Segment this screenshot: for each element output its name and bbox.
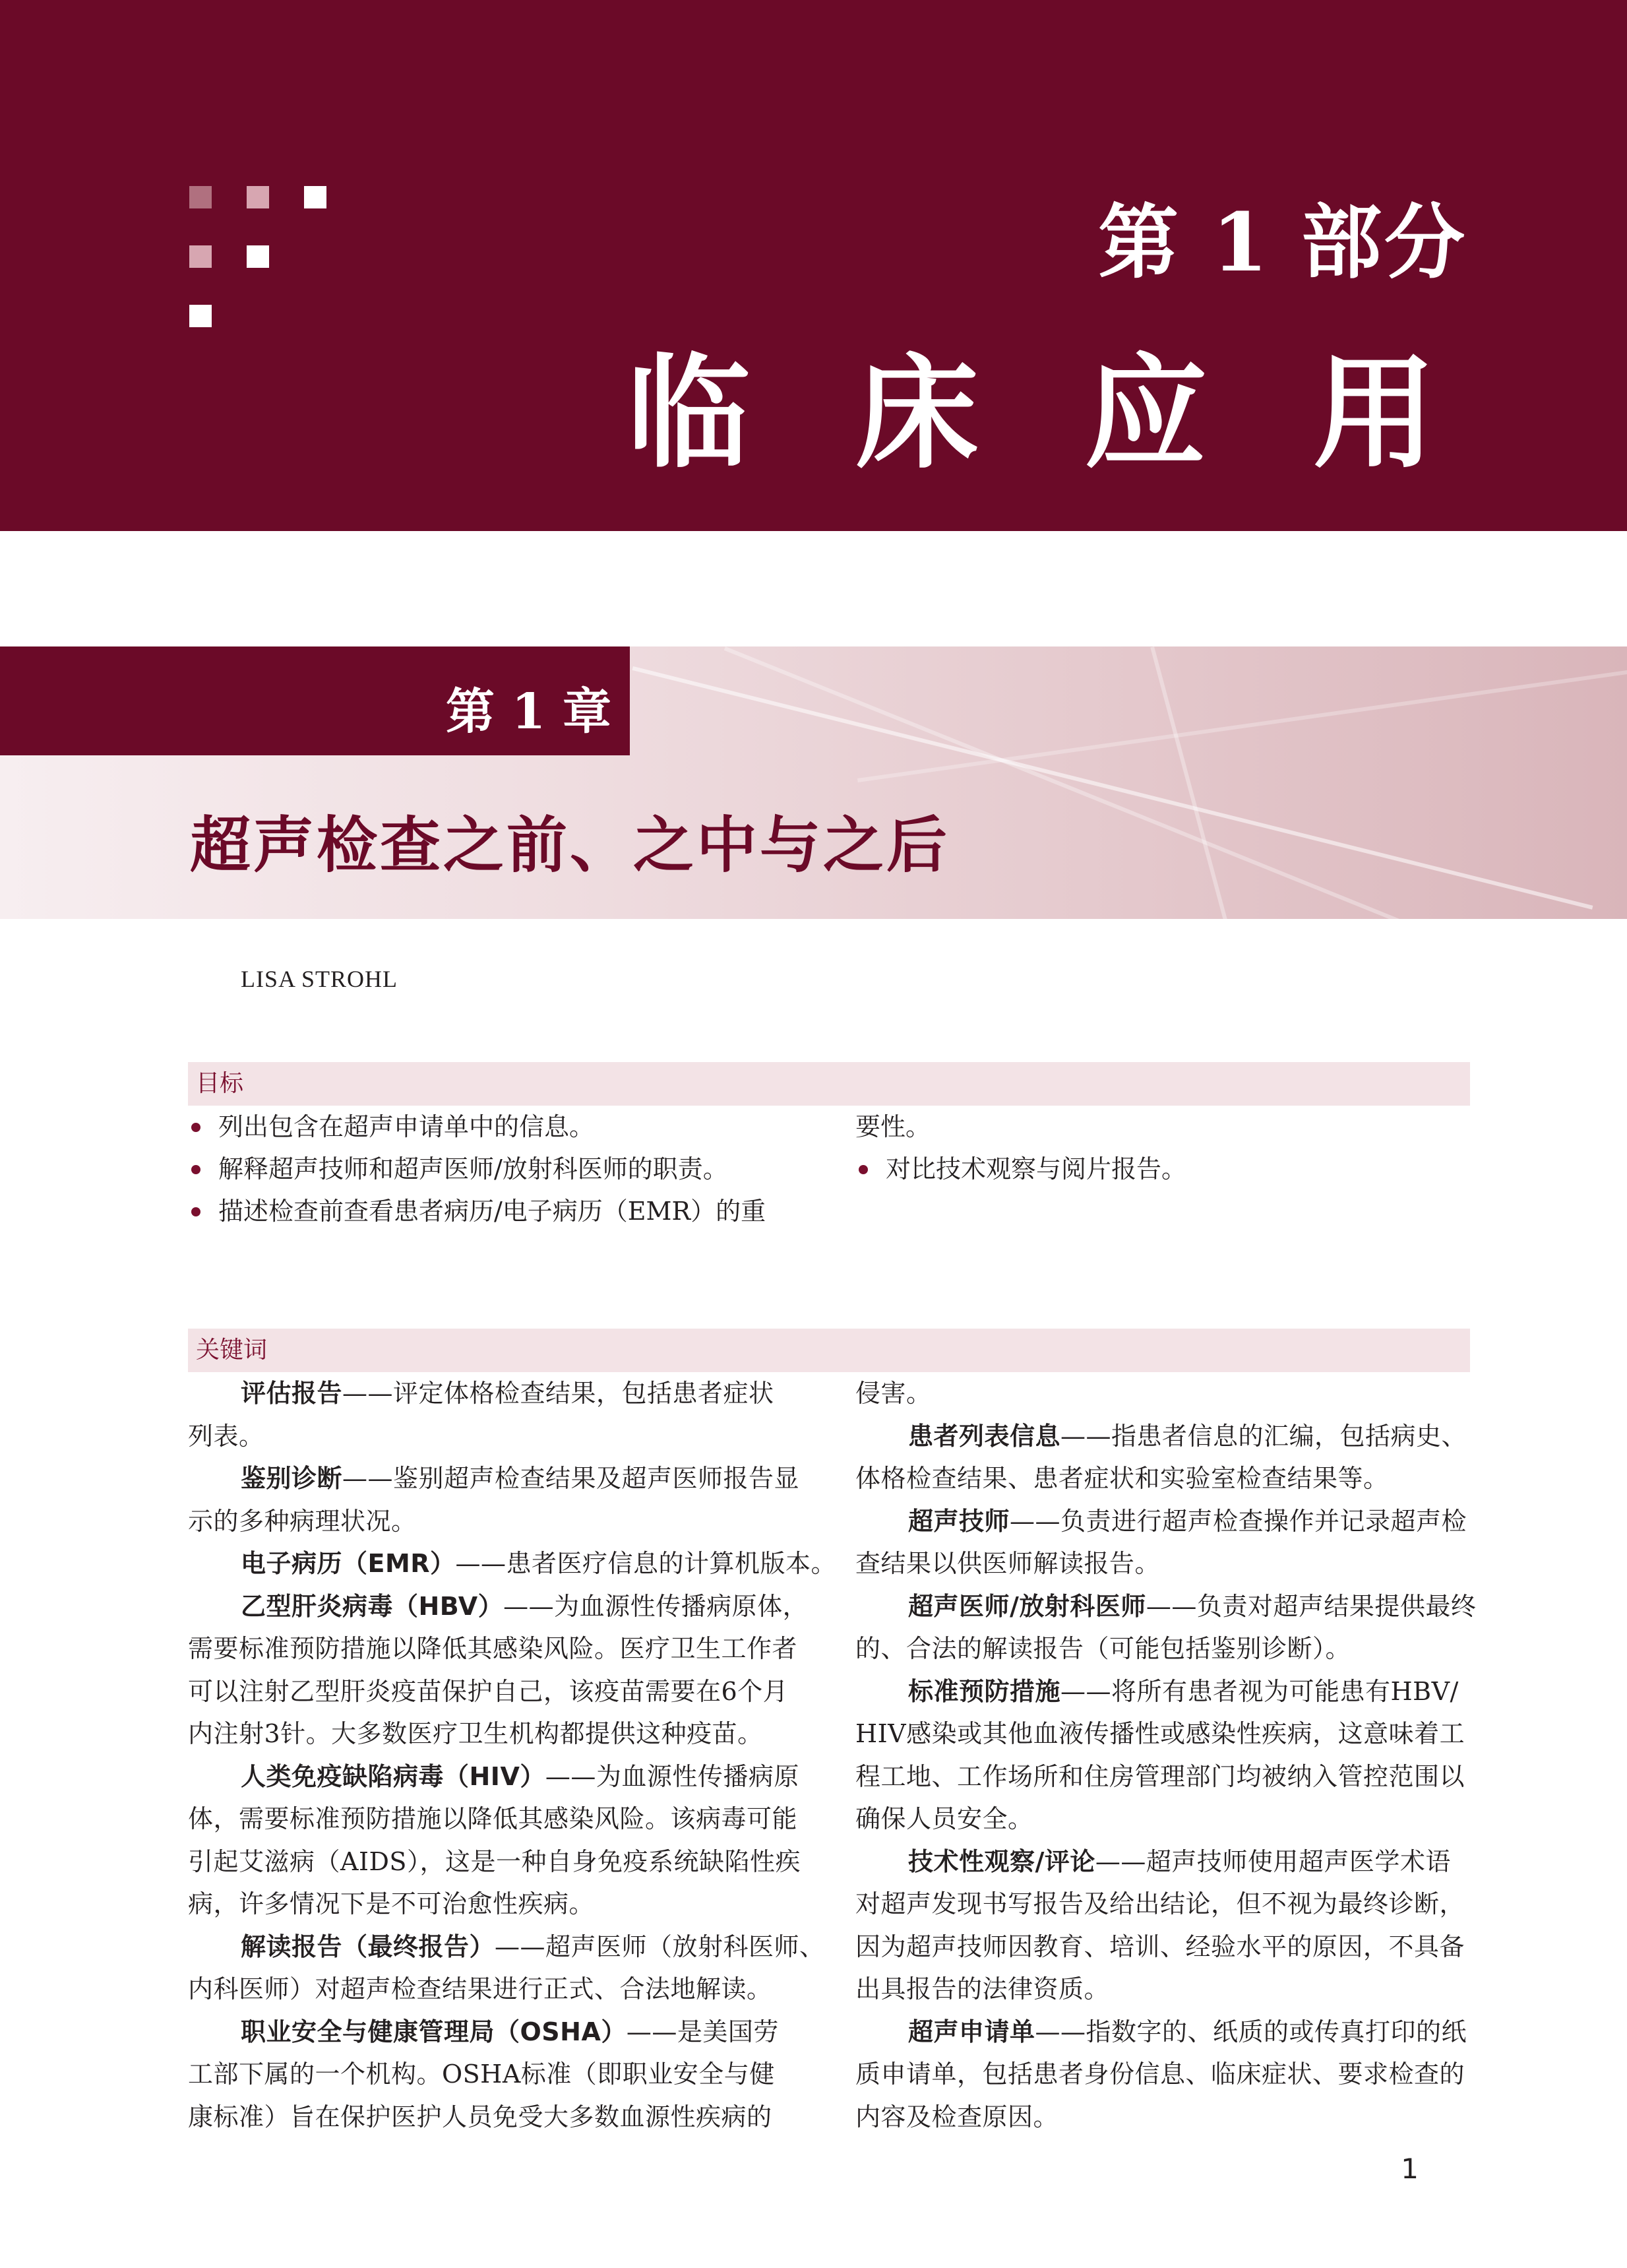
- key-term-definition: 工部下属的一个机构。OSHA标准（即职业安全与健: [188, 2060, 775, 2089]
- key-term-line: [855, 1755, 1489, 1798]
- key-term-line: [188, 2011, 821, 2054]
- key-term: 超声申请单: [908, 2017, 1035, 2046]
- key-term-line: [188, 1670, 821, 1713]
- key-term-line: [855, 1415, 1489, 1458]
- key-terms-column-left: [188, 1372, 837, 2138]
- key-term-definition: 出具报告的法律资质。: [855, 1974, 1110, 2003]
- key-term-definition: 质申请单，包括患者身份信息、临床症状、要求检查的: [855, 2060, 1465, 2089]
- key-term-line: [855, 1926, 1489, 1969]
- key-term-line: [855, 1798, 1489, 1841]
- chapter-label: 第 1 章: [445, 683, 611, 740]
- objective-item: 解释超声技师和超声医师/放射科医师的职责。: [188, 1148, 808, 1190]
- chapter-title: 超声检查之前、之中与之后: [190, 810, 950, 881]
- key-term: 患者列表信息: [908, 1421, 1061, 1451]
- objectives-column-right: [855, 1106, 1475, 1190]
- bullet-icon: [859, 1165, 868, 1174]
- key-term: 乙型肝炎病毒（HBV）: [241, 1591, 504, 1621]
- key-term-definition: 查结果以供医师解读报告。: [855, 1549, 1161, 1578]
- part-header-band: [0, 0, 1627, 531]
- key-term-definition: ——指患者信息的汇编，包括病史、: [1060, 1421, 1467, 1451]
- key-term-line: [188, 2096, 821, 2139]
- key-term-line: [188, 1585, 821, 1628]
- key-term-line: [188, 1841, 821, 1883]
- key-term-definition: 的、合法的解读报告（可能包括鉴别诊断）。: [855, 1634, 1351, 1663]
- objective-item: 对比技术观察与阅片报告。: [855, 1148, 1475, 1190]
- decorative-light-ray: [1150, 646, 1239, 919]
- key-term-line: [188, 1415, 821, 1458]
- part-number: 第 1 部分: [1098, 195, 1467, 290]
- bullet-icon: [191, 1165, 200, 1174]
- key-term-definition: 因为超声技师因教育、培训、经验水平的原因，不具备: [855, 1932, 1465, 1961]
- key-term-line: [855, 2053, 1489, 2096]
- bullet-icon: [191, 1207, 200, 1216]
- key-term-definition: 病，许多情况下是不可治愈性疾病。: [188, 1889, 595, 1918]
- key-term-definition: ——为血源性传播病原体，: [503, 1591, 809, 1621]
- key-term-definition: 内科医师）对超声检查结果进行正式、合法地解读。: [188, 1974, 772, 2003]
- key-term-definition: 确保人员安全。: [855, 1804, 1033, 1833]
- key-terms-column-right: [855, 1372, 1489, 2138]
- key-term-line: [855, 1883, 1489, 1926]
- chapter-header-band: [0, 646, 1627, 919]
- key-term-line: [855, 1500, 1489, 1543]
- part-title: 临 床 应 用: [627, 342, 1467, 485]
- key-term-definition: 侵害。: [855, 1379, 932, 1408]
- key-term-line: [855, 1670, 1489, 1713]
- key-term-definition: ——超声医师（放射科医师、: [495, 1932, 825, 1961]
- key-term-definition: ——是美国劳: [626, 2017, 779, 2046]
- key-term-definition: 康标准）旨在保护医护人员免受大多数血源性疾病的: [188, 2102, 772, 2131]
- key-term-definition: ——指数字的、纸质的或传真打印的纸: [1035, 2017, 1467, 2046]
- key-term-line: [188, 1500, 821, 1543]
- bullet-icon: [191, 1123, 200, 1132]
- key-term-definition: ——患者医疗信息的计算机版本。: [455, 1549, 837, 1578]
- key-term-line: [188, 1968, 821, 2011]
- key-term-line: [855, 1968, 1489, 2011]
- chapter-label-box: [0, 646, 630, 755]
- key-term: 职业安全与健康管理局（OSHA）: [241, 2017, 627, 2046]
- key-term-line: [188, 2053, 821, 2096]
- decorative-square: [247, 186, 269, 208]
- key-term-definition: 可以注射乙型肝炎疫苗保护自己，该疫苗需要在6个月: [188, 1676, 789, 1706]
- key-term-line: [188, 1372, 821, 1415]
- key-term-line: [855, 2011, 1489, 2054]
- key-term-definition: ——将所有患者视为可能患有HBV/: [1060, 1676, 1459, 1706]
- key-term-definition: 需要标准预防措施以降低其感染风险。医疗卫生工作者: [188, 1634, 798, 1663]
- key-term-line: [188, 1542, 837, 1585]
- page-number: 1: [1401, 2153, 1419, 2185]
- key-term-definition: 内容及检查原因。: [855, 2102, 1059, 2131]
- decorative-square: [189, 186, 212, 208]
- chapter-author: LISA STROHL: [241, 966, 398, 992]
- key-term-definition: 程工地、工作场所和住房管理部门均被纳入管控范围以: [855, 1761, 1465, 1791]
- key-term-line: [855, 1627, 1489, 1670]
- key-term-line: [188, 1457, 821, 1500]
- objectives-column-left: [188, 1106, 808, 1232]
- key-term: 超声医师/放射科医师: [908, 1591, 1146, 1621]
- key-term-definition: 引起艾滋病（AIDS），这是一种自身免疫系统缺陷性疾: [188, 1846, 801, 1876]
- decorative-square: [247, 245, 269, 268]
- decorative-square: [304, 186, 326, 208]
- key-term-definition: ——鉴别超声检查结果及超声医师报告显: [342, 1464, 800, 1493]
- objective-item: 列出包含在超声申请单中的信息。: [188, 1106, 808, 1148]
- key-term-definition: 体，需要标准预防措施以降低其感染风险。该病毒可能: [188, 1804, 798, 1833]
- key-term-line: [855, 1585, 1489, 1628]
- decorative-square: [189, 245, 212, 268]
- key-term-line: [855, 1713, 1489, 1755]
- key-term-line: [188, 1755, 821, 1798]
- key-term-line: [855, 1542, 1489, 1585]
- key-term-line: [855, 1372, 1489, 1415]
- key-term: 标准预防措施: [908, 1676, 1061, 1706]
- key-term: 人类免疫缺陷病毒（HIV）: [241, 1761, 545, 1791]
- key-term-line: [855, 1841, 1489, 1883]
- key-term: 解读报告（最终报告）: [241, 1932, 495, 1961]
- key-term-line: [855, 2096, 1489, 2139]
- key-term-definition: 对超声发现书写报告及给出结论，但不视为最终诊断，: [855, 1889, 1465, 1918]
- decorative-light-ray: [857, 668, 1627, 782]
- key-term-definition: 示的多种病理状况。: [188, 1506, 417, 1536]
- key-term-definition: ——为血源性传播病原: [545, 1761, 799, 1791]
- key-term-line: [188, 1627, 821, 1670]
- objectives-heading: 目标: [188, 1062, 1470, 1106]
- objective-item: 描述检查前查看患者病历/电子病历（EMR）的重: [188, 1190, 808, 1232]
- key-term-definition: 体格检查结果、患者症状和实验室检查结果等。: [855, 1464, 1389, 1493]
- key-term-definition: ——负责进行超声检查操作并记录超声检: [1010, 1506, 1467, 1536]
- objective-item-continuation: 要性。: [855, 1112, 931, 1141]
- key-term-definition: HIV感染或其他血液传播性或感染性疾病，这意味着工: [855, 1719, 1465, 1748]
- key-term: 评估报告: [241, 1379, 343, 1408]
- key-term: 技术性观察/评论: [908, 1846, 1095, 1876]
- key-term-line: [188, 1883, 821, 1926]
- key-term-line: [855, 1457, 1489, 1500]
- key-term-definition: 内注射3针。大多数医疗卫生机构都提供这种疫苗。: [188, 1719, 763, 1748]
- key-term-line: [188, 1713, 821, 1755]
- key-terms-heading: 关键词: [188, 1329, 1470, 1372]
- key-term: 超声技师: [908, 1506, 1010, 1536]
- key-term-definition: 列表。: [188, 1421, 264, 1451]
- key-term: 鉴别诊断: [241, 1464, 343, 1493]
- key-term-line: [188, 1926, 825, 1969]
- key-term: 电子病历（EMR）: [241, 1549, 456, 1578]
- decorative-square: [189, 305, 212, 327]
- key-term-definition: ——超声技师使用超声医学术语: [1095, 1846, 1451, 1876]
- key-term-definition: ——评定体格检查结果，包括患者症状: [342, 1379, 774, 1408]
- key-term-definition: ——负责对超声结果提供最终: [1146, 1591, 1477, 1621]
- key-term-line: [188, 1798, 821, 1841]
